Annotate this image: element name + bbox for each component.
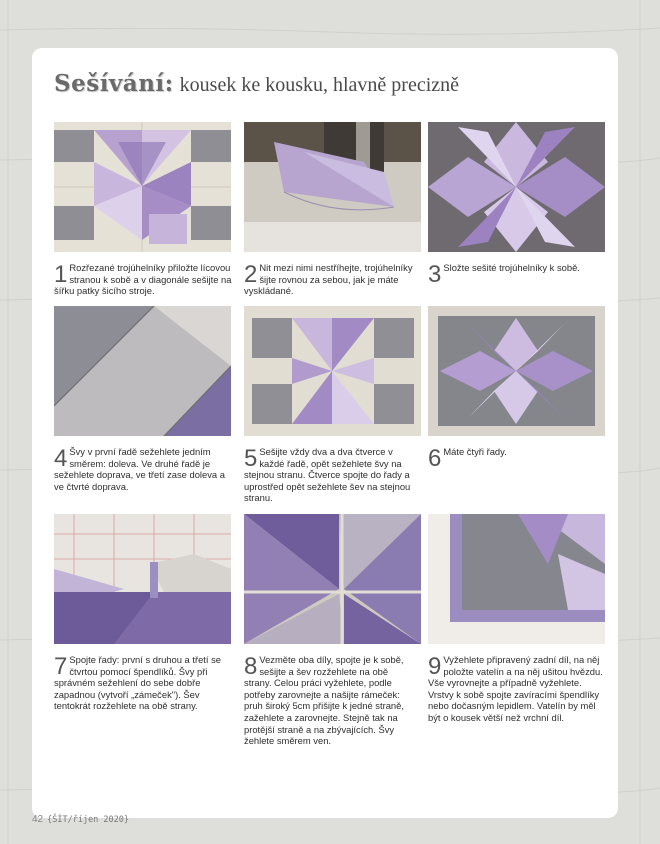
photo-step-2 bbox=[244, 122, 421, 252]
step-8-number: 8 bbox=[244, 653, 258, 680]
title-strong: Sešívání: bbox=[54, 70, 174, 97]
step-9-text: Vyžehlete připravený zadní díl, na něj položte vatelín a na něj ušitou hvězdu. Vše vyrovnejte a případně vyžehlete. Vrstvy k sobě spojte zavíracími špendlíky nebo dočasným lepidlem. Vatelín by měl být o kousek větší než vrchní díl. bbox=[428, 654, 603, 723]
step-5 bbox=[244, 446, 416, 504]
photo-step-6 bbox=[428, 306, 605, 436]
step-2-number: 2 bbox=[244, 261, 258, 288]
page-title bbox=[54, 70, 459, 97]
step-9-number: 9 bbox=[428, 653, 442, 680]
page-footer bbox=[32, 814, 129, 825]
step-2-text: Nit mezi nimi nestříhejte, trojúhelníky šijte rovnou za sebou, jak je máte vyskládané. bbox=[244, 262, 413, 297]
step-6-number: 6 bbox=[428, 445, 442, 472]
step-8 bbox=[244, 654, 412, 747]
step-1-text: Rozřezané trojúhelníky přiložte lícovou stranou k sobě a v diagonále sešijte na šířku patky šicího stroje. bbox=[54, 262, 232, 297]
step-1 bbox=[54, 262, 232, 297]
photo-step-5 bbox=[244, 306, 421, 436]
magazine-issue: {ŠÍT/říjen 2020} bbox=[47, 815, 130, 825]
step-9 bbox=[428, 654, 604, 724]
step-3-number: 3 bbox=[428, 261, 442, 288]
step-7 bbox=[54, 654, 232, 712]
photo-step-4 bbox=[54, 306, 231, 436]
step-2 bbox=[244, 262, 414, 297]
page-number: 42 bbox=[32, 814, 44, 825]
step-5-number: 5 bbox=[244, 445, 258, 472]
step-4-text: Švy v první řadě sežehlete jedním směrem: doleva. Ve druhé řadě je sežehlete doprava, ve třetí zase doleva a ve čtvrté doprava. bbox=[54, 446, 225, 492]
photo-step-3 bbox=[428, 122, 605, 252]
step-3-text: Složte sešité trojúhelníky k sobě. bbox=[443, 262, 580, 273]
step-4-number: 4 bbox=[54, 445, 68, 472]
step-7-number: 7 bbox=[54, 653, 68, 680]
step-5-text: Sešijte vždy dva a dva čtverce v každé řadě, opět sežehlete švy na stejnou stranu. Čtverce spojte do řady a uprostřed opět sežehlete šev na stejnou stranu. bbox=[244, 446, 411, 504]
step-4 bbox=[54, 446, 232, 492]
photo-step-8 bbox=[244, 514, 421, 644]
step-7-text: Spojte řady: první s druhou a třetí se čtvrtou pomocí špendlíků. Švy při správném sežehlení do sebe dobře zapadnou (vytvoří „zámeček"). Šev tentokrát rozžehlete na obě strany. bbox=[54, 654, 222, 712]
step-3 bbox=[428, 261, 604, 288]
step-6-text: Máte čtyři řady. bbox=[443, 446, 507, 457]
step-6 bbox=[428, 445, 604, 472]
step-1-number: 1 bbox=[54, 261, 68, 288]
title-rest: kousek ke kousku, hlavně precizně bbox=[179, 74, 460, 96]
step-8-text: Vezměte oba díly, spojte je k sobě, sešijte a šev rozžehlete na obě strany. Celou práci vyžehlete, podle potřeby zarovnejte a našijte rámeček: pruh široký 5cm přišijte k jedné straně, zažehlete a zarovnejte. Stejně tak na protější straně a na zbývajících. Švy žehlete směrem ven. bbox=[244, 654, 404, 747]
photo-step-9 bbox=[428, 514, 605, 644]
photo-step-1 bbox=[54, 122, 231, 252]
photo-step-7 bbox=[54, 514, 231, 644]
